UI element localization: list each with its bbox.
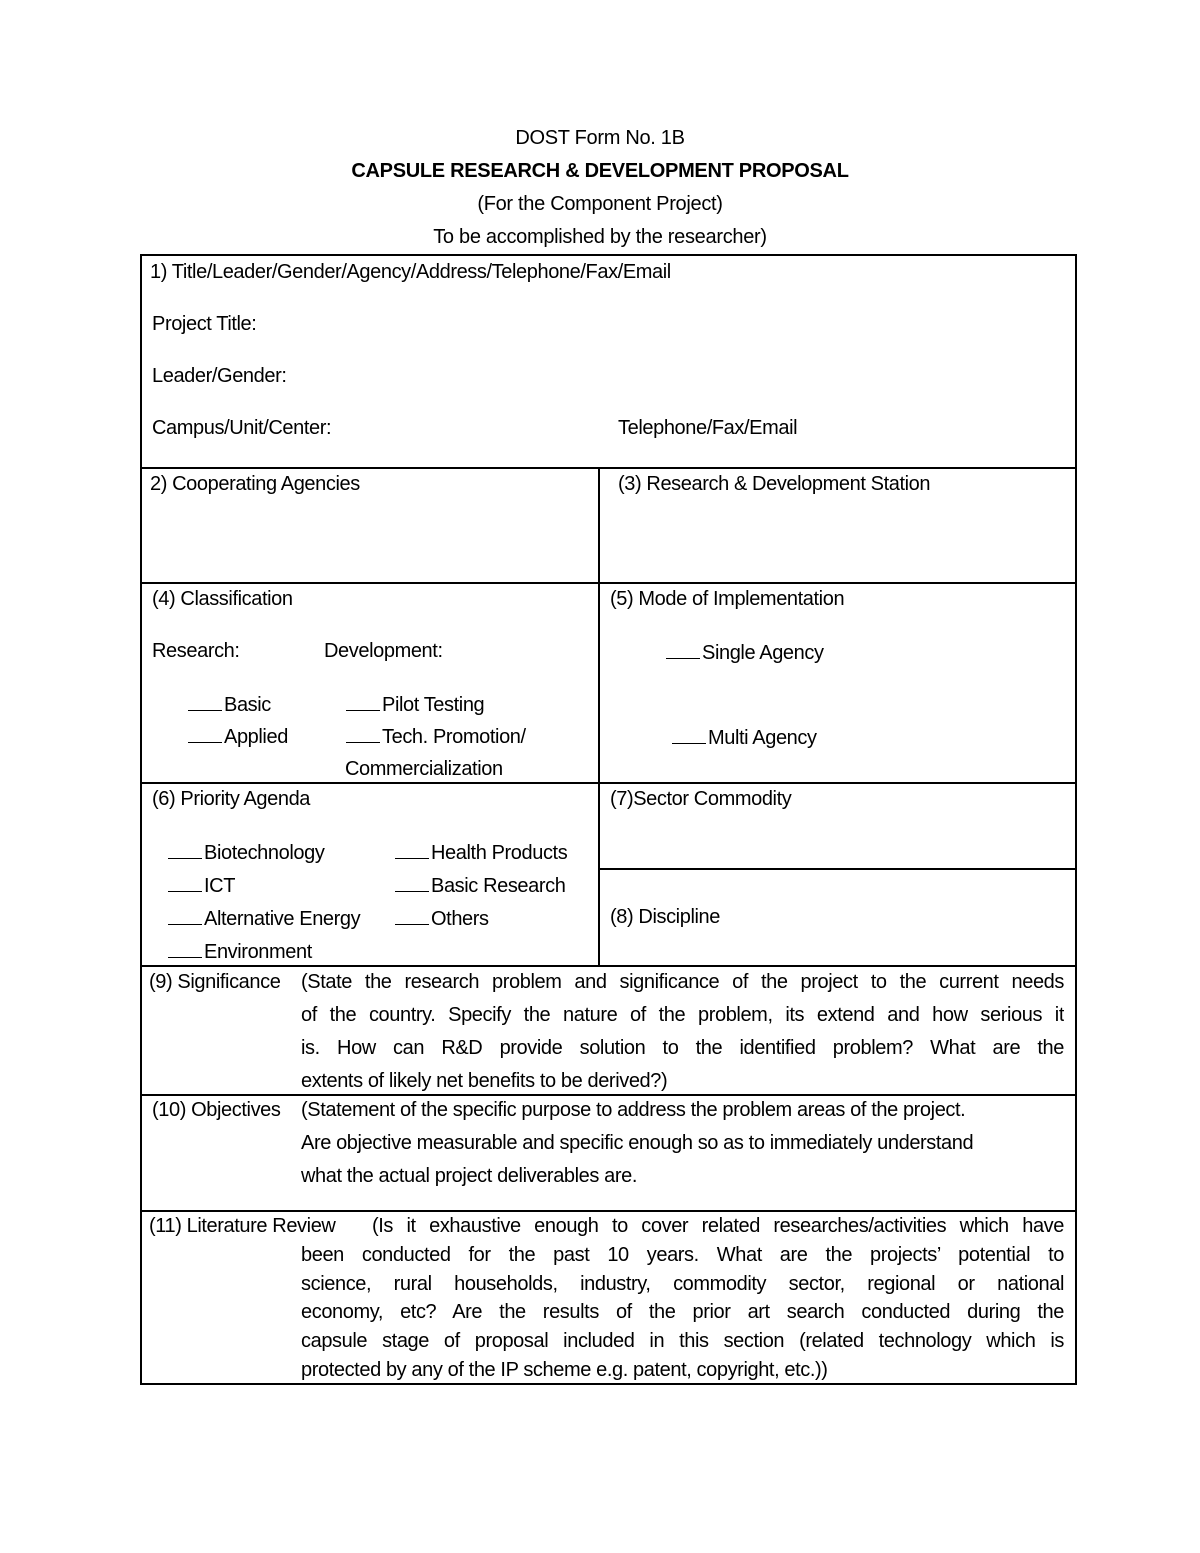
checkbox-blank[interactable] xyxy=(168,906,202,925)
document-subtitle: (For the Component Project) xyxy=(477,193,723,215)
document-title: CAPSULE RESEARCH & DEVELOPMENT PROPOSAL xyxy=(351,160,849,182)
divider xyxy=(140,467,1077,469)
rd-station-field[interactable]: (3) Research & Development Station xyxy=(618,473,931,495)
option-biotechnology[interactable]: Biotechnology xyxy=(168,840,324,865)
divider xyxy=(140,582,1077,584)
objectives-description-line: (Statement of the specific purpose to address the problem areas of the project. xyxy=(301,1099,966,1121)
option-ict[interactable]: ICT xyxy=(168,873,235,898)
priority-agenda-heading: (6) Priority Agenda xyxy=(152,788,311,810)
option-health-products[interactable]: Health Products xyxy=(395,840,567,865)
development-label: Development: xyxy=(324,640,443,662)
divider xyxy=(598,868,1077,870)
checkbox-blank[interactable] xyxy=(168,873,202,892)
discipline-field[interactable]: (8) Discipline xyxy=(610,906,720,928)
divider xyxy=(140,782,1077,784)
option-commercialization-label: Commercialization xyxy=(345,758,503,780)
form-number: DOST Form No. 1B xyxy=(515,127,685,149)
option-others[interactable]: Others xyxy=(395,906,489,931)
campus-unit-center-field[interactable]: Campus/Unit/Center: xyxy=(152,417,332,439)
significance-description-line: (State the research problem and significance of the project to the current needs xyxy=(301,971,1064,993)
option-pilot-testing[interactable]: Pilot Testing xyxy=(346,692,484,717)
classification-heading: (4) Classification xyxy=(152,588,293,610)
checkbox-blank[interactable] xyxy=(395,906,429,925)
section-1-heading: 1) Title/Leader/Gender/Agency/Address/Telephone/Fax/Email xyxy=(150,261,671,283)
literature-review-description-line: science, rural households, industry, commodity sector, regional or national xyxy=(301,1273,1064,1295)
sector-commodity-field[interactable]: (7)Sector Commodity xyxy=(610,788,792,810)
option-basic-research[interactable]: Basic Research xyxy=(395,873,565,898)
checkbox-blank[interactable] xyxy=(168,939,202,958)
significance-description-line: of the country. Specify the nature of the problem, its extend and how serious it xyxy=(301,1004,1064,1026)
telephone-fax-email-field[interactable]: Telephone/Fax/Email xyxy=(618,417,798,439)
column-divider xyxy=(598,467,600,966)
checkbox-blank[interactable] xyxy=(395,840,429,859)
significance-description-line: is. How can R&D provide solution to the identified problem? What are the xyxy=(301,1037,1064,1059)
literature-review-label: (11) Literature Review xyxy=(149,1215,336,1237)
divider xyxy=(140,1094,1077,1096)
literature-review-description-line: capsule stage of proposal included in this section (related technology which is xyxy=(301,1330,1064,1352)
option-multi-agency[interactable]: Multi Agency xyxy=(672,725,817,750)
project-title-field[interactable]: Project Title: xyxy=(152,313,257,335)
option-alternative-energy[interactable]: Alternative Energy xyxy=(168,906,360,931)
checkbox-blank[interactable] xyxy=(188,724,222,743)
checkbox-blank[interactable] xyxy=(395,873,429,892)
option-tech-promotion[interactable]: Tech. Promotion/ xyxy=(346,724,526,749)
cooperating-agencies-field[interactable]: 2) Cooperating Agencies xyxy=(150,473,360,495)
instruction-text: To be accomplished by the researcher) xyxy=(433,226,767,248)
option-environment[interactable]: Environment xyxy=(168,939,312,964)
checkbox-blank[interactable] xyxy=(672,725,706,744)
checkbox-blank[interactable] xyxy=(666,640,700,659)
leader-gender-field[interactable]: Leader/Gender: xyxy=(152,365,287,387)
research-label: Research: xyxy=(152,640,240,662)
mode-heading: (5) Mode of Implementation xyxy=(610,588,845,610)
objectives-label: (10) Objectives xyxy=(152,1099,281,1121)
significance-description-line: extents of likely net benefits to be derived?) xyxy=(301,1070,668,1092)
significance-label: (9) Significance xyxy=(149,971,281,993)
objectives-description-line: Are objective measurable and specific enough so as to immediately understand xyxy=(301,1132,974,1154)
divider xyxy=(140,1210,1077,1212)
literature-review-description-line: (Is it exhaustive enough to cover related researches/activities which have xyxy=(372,1215,1064,1237)
literature-review-description-line: economy, etc? Are the results of the prior art search conducted during the xyxy=(301,1301,1064,1323)
literature-review-description-line: protected by any of the IP scheme e.g. patent, copyright, etc.)) xyxy=(301,1359,828,1381)
option-basic[interactable]: Basic xyxy=(188,692,271,717)
checkbox-blank[interactable] xyxy=(168,840,202,859)
objectives-description-line: what the actual project deliverables are. xyxy=(301,1165,638,1187)
checkbox-blank[interactable] xyxy=(346,692,380,711)
option-single-agency[interactable]: Single Agency xyxy=(666,640,824,665)
literature-review-description-line: been conducted for the past 10 years. What are the projects’ potential to xyxy=(301,1244,1064,1266)
checkbox-blank[interactable] xyxy=(188,692,222,711)
checkbox-blank[interactable] xyxy=(346,724,380,743)
option-applied[interactable]: Applied xyxy=(188,724,288,749)
divider xyxy=(140,965,1077,967)
